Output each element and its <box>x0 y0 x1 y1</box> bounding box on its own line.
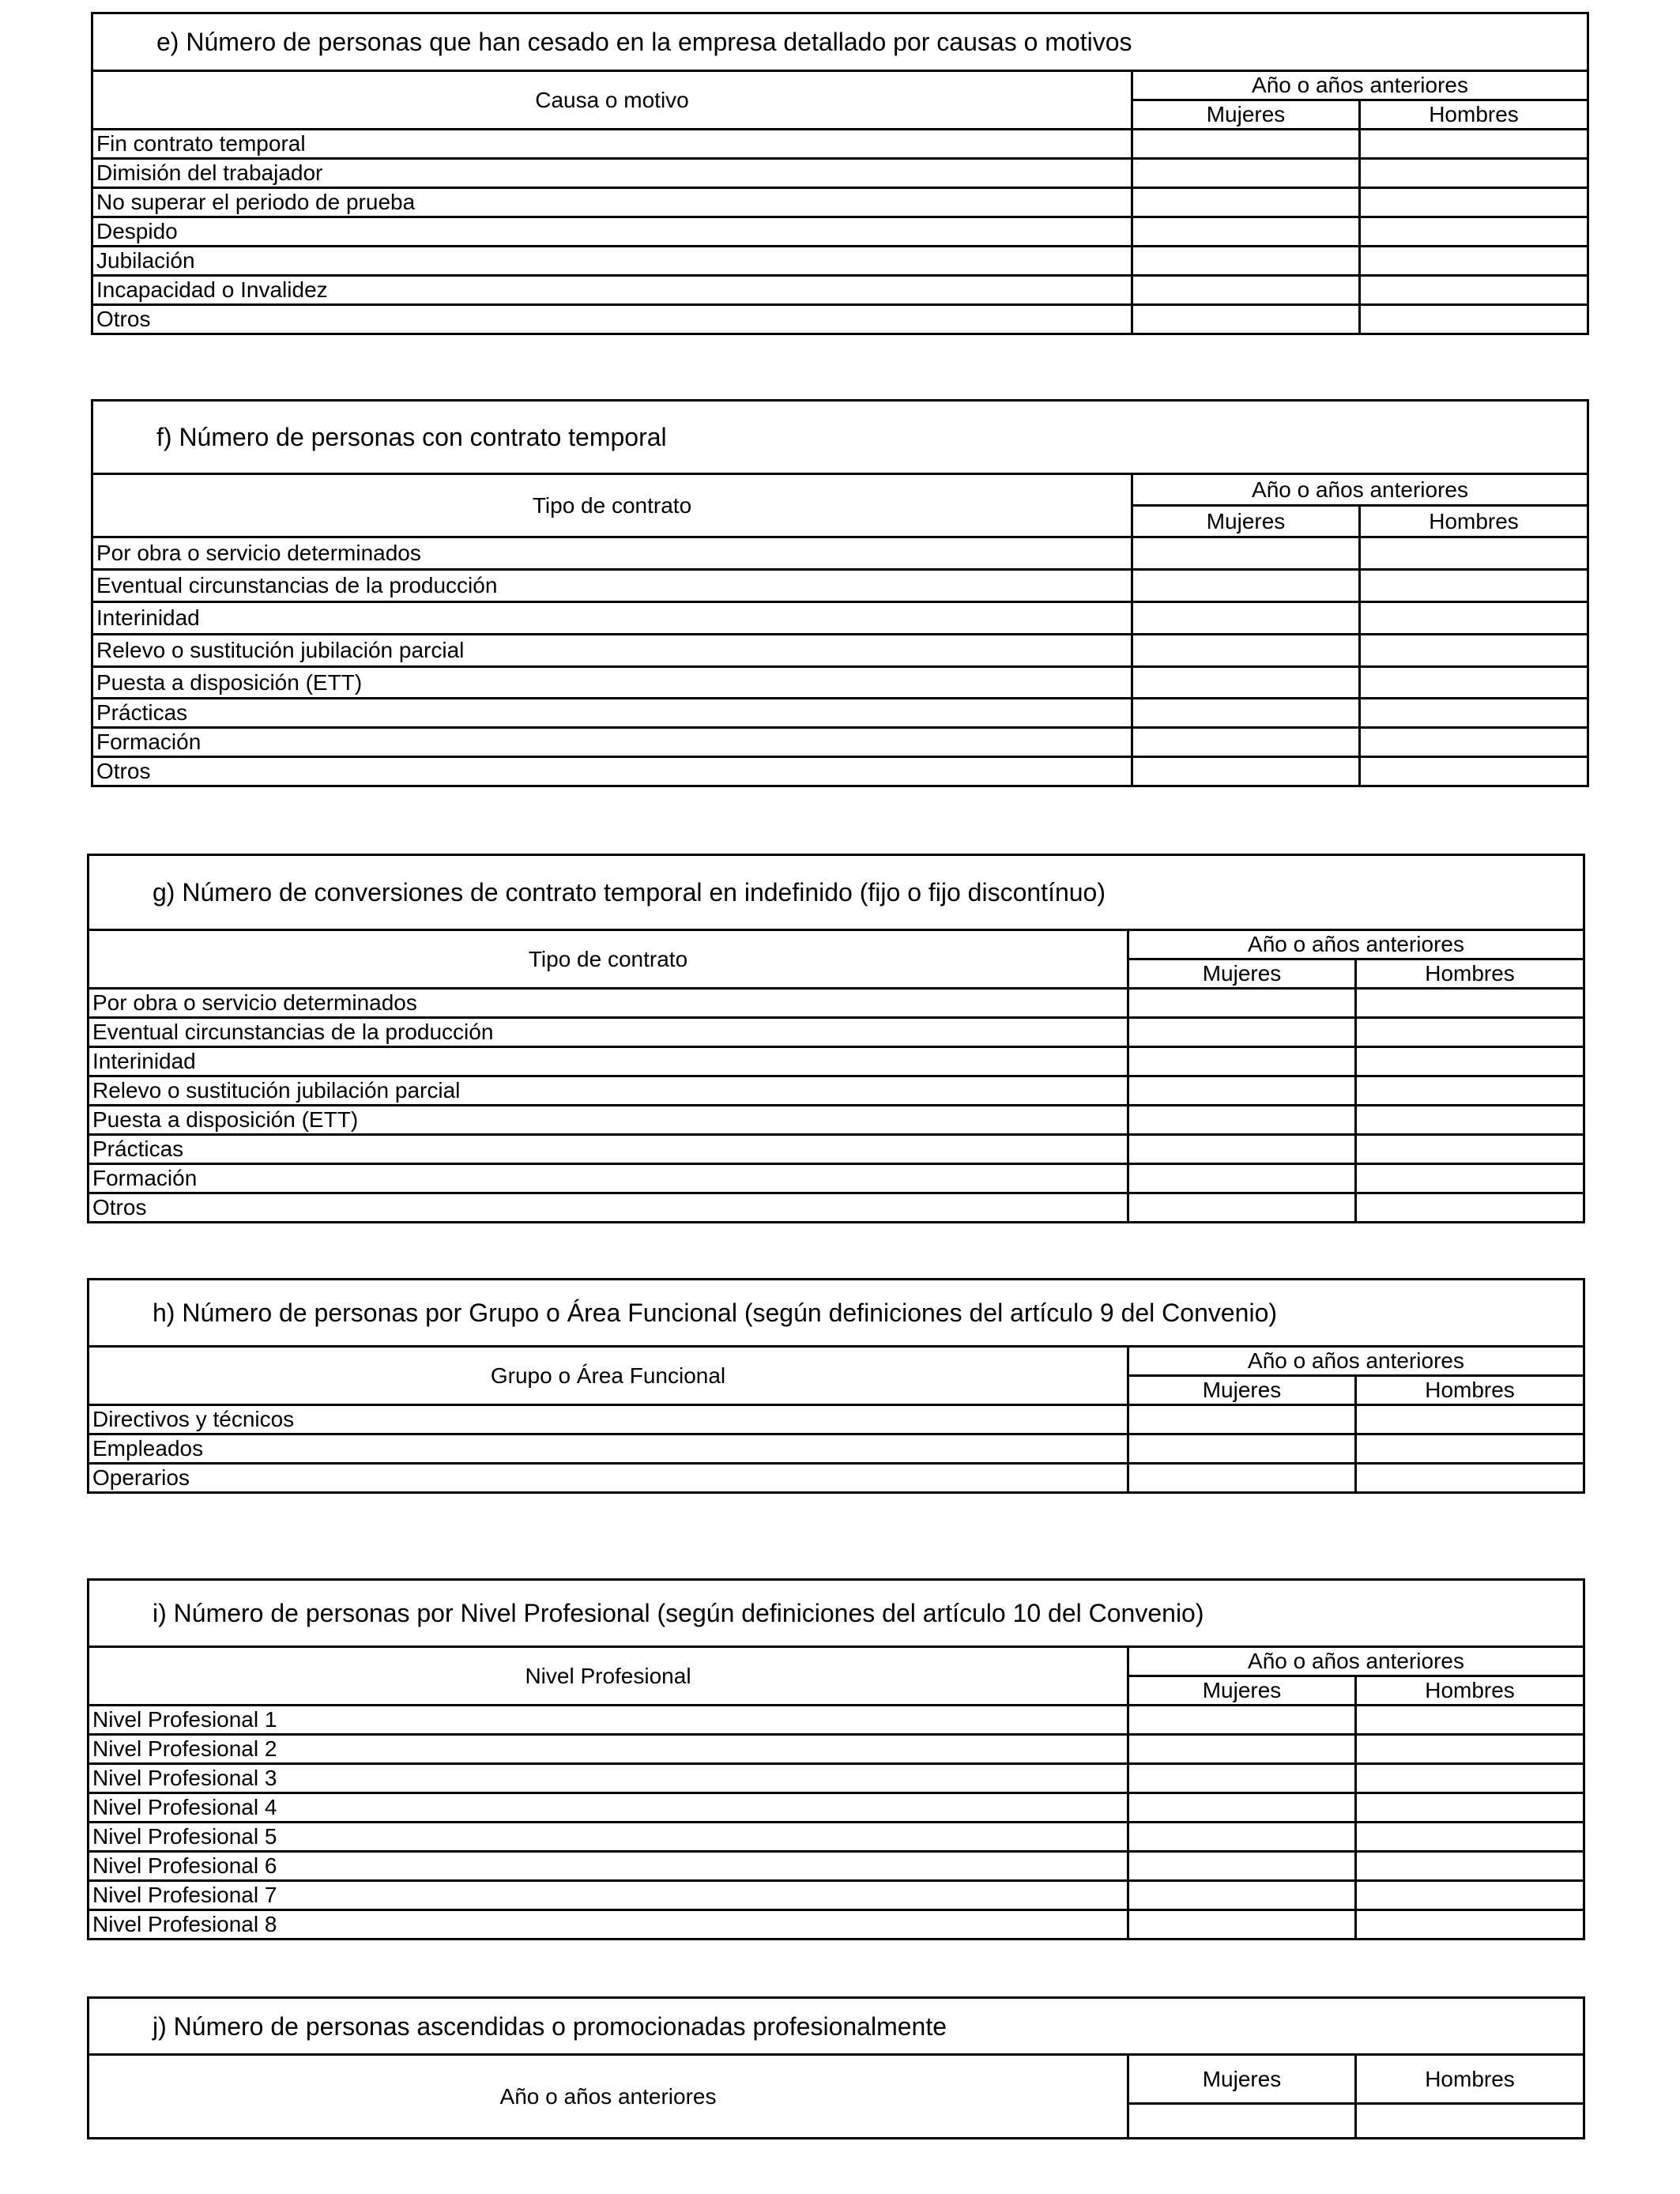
cell-men[interactable] <box>1360 602 1588 635</box>
cell-women[interactable] <box>1132 667 1360 699</box>
cell-women[interactable] <box>1132 247 1360 276</box>
cell-women[interactable] <box>1128 1793 1356 1823</box>
row-label: Empleados <box>89 1434 1128 1464</box>
table-section-i <box>87 1578 1585 1940</box>
cell-women[interactable] <box>1128 1193 1356 1223</box>
cell-women[interactable] <box>1132 130 1360 159</box>
row-label: Por obra o servicio determinados <box>89 989 1128 1018</box>
row-header: Tipo de contrato <box>92 474 1132 537</box>
row-label: Formación <box>89 1164 1128 1193</box>
row-label: Incapacidad o Invalidez <box>92 276 1132 305</box>
cell-men[interactable] <box>1360 276 1588 305</box>
cell-women[interactable] <box>1128 1706 1356 1735</box>
cell-women[interactable] <box>1128 1823 1356 1852</box>
group-header: Año o años anteriores <box>1128 1647 1584 1676</box>
cell-men[interactable] <box>1356 1018 1584 1047</box>
row-label: Nivel Profesional 7 <box>89 1881 1128 1910</box>
row-label: Relevo o sustitución jubilación parcial <box>92 635 1132 667</box>
cell-women[interactable] <box>1128 1106 1356 1135</box>
col-header-women: Mujeres <box>1128 959 1356 989</box>
cell-men[interactable] <box>1360 159 1588 188</box>
table-section-h <box>87 1278 1585 1494</box>
section-title: f) Número de personas con contrato temporal <box>92 401 1588 474</box>
cell-women[interactable] <box>1132 159 1360 188</box>
group-header: Año o años anteriores <box>1132 474 1588 506</box>
cell-women[interactable] <box>1128 1852 1356 1881</box>
table-section-j <box>87 1996 1585 2139</box>
section-title: h) Número de personas por Grupo o Área Funcional (según definiciones del artículo 9 del Convenio) <box>89 1280 1584 1347</box>
row-header: Causa o motivo <box>92 71 1132 130</box>
row-label: Prácticas <box>92 699 1132 728</box>
section-title: j) Número de personas ascendidas o promocionadas profesionalmente <box>89 1998 1584 2055</box>
cell-women[interactable] <box>1132 537 1360 570</box>
table-section-f <box>91 399 1589 787</box>
group-header: Año o años anteriores <box>1128 930 1584 959</box>
cell-men[interactable] <box>1356 1434 1584 1464</box>
cell-men[interactable] <box>1360 217 1588 247</box>
cell-women[interactable] <box>1132 699 1360 728</box>
cell-men[interactable] <box>1360 757 1588 786</box>
group-header: Año o años anteriores <box>1128 1347 1584 1376</box>
col-header-women: Mujeres <box>1132 100 1360 130</box>
col-header-men: Hombres <box>1360 100 1588 130</box>
cell-men[interactable] <box>1356 1164 1584 1193</box>
cell-women[interactable] <box>1128 989 1356 1018</box>
row-header: Tipo de contrato <box>89 930 1128 989</box>
row-label: Fin contrato temporal <box>92 130 1132 159</box>
row-label: Otros <box>92 757 1132 786</box>
cell-men[interactable] <box>1360 667 1588 699</box>
row-label: Relevo o sustitución jubilación parcial <box>89 1076 1128 1106</box>
cell-women[interactable] <box>1128 1135 1356 1164</box>
row-label: Directivos y técnicos <box>89 1405 1128 1434</box>
row-label: Nivel Profesional 4 <box>89 1793 1128 1823</box>
cell-men[interactable] <box>1356 1793 1584 1823</box>
row-label: Nivel Profesional 1 <box>89 1706 1128 1735</box>
cell-men[interactable] <box>1356 1405 1584 1434</box>
row-label: Otros <box>92 305 1132 334</box>
cell-women[interactable] <box>1132 188 1360 217</box>
cell-men[interactable] <box>1356 1193 1584 1223</box>
col-header-women: Mujeres <box>1132 506 1360 537</box>
col-header-men: Hombres <box>1356 2055 1584 2104</box>
row-header: Grupo o Área Funcional <box>89 1347 1128 1405</box>
row-label: Nivel Profesional 2 <box>89 1735 1128 1764</box>
cell-women[interactable] <box>1128 1164 1356 1193</box>
cell-men[interactable] <box>1356 1852 1584 1881</box>
cell-women[interactable] <box>1132 728 1360 757</box>
cell-women[interactable] <box>1128 1764 1356 1793</box>
row-label: Prácticas <box>89 1135 1128 1164</box>
cell-men[interactable] <box>1360 699 1588 728</box>
section-title: g) Número de conversiones de contrato temporal en indefinido (fijo o fijo discontínuo) <box>89 855 1584 930</box>
cell-men[interactable] <box>1356 1106 1584 1135</box>
cell-women[interactable] <box>1128 1047 1356 1076</box>
row-label: Interinidad <box>92 602 1132 635</box>
cell-men[interactable] <box>1360 247 1588 276</box>
cell-men[interactable] <box>1356 1764 1584 1793</box>
row-label: Jubilación <box>92 247 1132 276</box>
section-title: e) Número de personas que han cesado en la empresa detallado por causas o motivos <box>92 13 1588 71</box>
cell-men[interactable] <box>1360 537 1588 570</box>
cell-men[interactable] <box>1356 1464 1584 1493</box>
cell-women[interactable] <box>1132 757 1360 786</box>
row-header: Año o años anteriores <box>89 2055 1128 2139</box>
table-section-g <box>87 854 1585 1223</box>
cell-women[interactable] <box>1128 2104 1356 2139</box>
row-label: Nivel Profesional 6 <box>89 1852 1128 1881</box>
cell-women[interactable] <box>1132 635 1360 667</box>
cell-women[interactable] <box>1128 1405 1356 1434</box>
col-header-women: Mujeres <box>1128 1376 1356 1405</box>
col-header-men: Hombres <box>1356 959 1584 989</box>
row-label: Formación <box>92 728 1132 757</box>
cell-women[interactable] <box>1132 276 1360 305</box>
row-label: Nivel Profesional 5 <box>89 1823 1128 1852</box>
cell-men[interactable] <box>1360 635 1588 667</box>
cell-women[interactable] <box>1128 1735 1356 1764</box>
row-label: Interinidad <box>89 1047 1128 1076</box>
cell-women[interactable] <box>1132 570 1360 602</box>
cell-men[interactable] <box>1356 1910 1584 1940</box>
cell-men[interactable] <box>1360 570 1588 602</box>
cell-women[interactable] <box>1128 1434 1356 1464</box>
cell-men[interactable] <box>1356 1881 1584 1910</box>
cell-women[interactable] <box>1128 1076 1356 1106</box>
cell-women[interactable] <box>1132 217 1360 247</box>
cell-men[interactable] <box>1356 1047 1584 1076</box>
cell-women[interactable] <box>1128 1464 1356 1493</box>
cell-men[interactable] <box>1360 728 1588 757</box>
group-header: Año o años anteriores <box>1132 71 1588 100</box>
section-title: i) Número de personas por Nivel Profesional (según definiciones del artículo 10 del Convenio) <box>89 1580 1584 1647</box>
row-label: Operarios <box>89 1464 1128 1493</box>
col-header-men: Hombres <box>1356 1376 1584 1405</box>
cell-men[interactable] <box>1356 1735 1584 1764</box>
row-label: Puesta a disposición (ETT) <box>89 1106 1128 1135</box>
cell-women[interactable] <box>1132 602 1360 635</box>
col-header-women: Mujeres <box>1128 1676 1356 1706</box>
col-header-men: Hombres <box>1356 1676 1584 1706</box>
cell-women[interactable] <box>1128 1018 1356 1047</box>
row-label: No superar el periodo de prueba <box>92 188 1132 217</box>
cell-men[interactable] <box>1356 1706 1584 1735</box>
cell-men[interactable] <box>1360 188 1588 217</box>
row-label: Dimisión del trabajador <box>92 159 1132 188</box>
row-label: Otros <box>89 1193 1128 1223</box>
row-label: Eventual circunstancias de la producción <box>89 1018 1128 1047</box>
cell-women[interactable] <box>1132 305 1360 334</box>
col-header-men: Hombres <box>1360 506 1588 537</box>
col-header-women: Mujeres <box>1128 2055 1356 2104</box>
row-label: Nivel Profesional 3 <box>89 1764 1128 1793</box>
cell-men[interactable] <box>1360 305 1588 334</box>
cell-men[interactable] <box>1356 2104 1584 2139</box>
table-section-e <box>91 12 1589 335</box>
row-label: Por obra o servicio determinados <box>92 537 1132 570</box>
row-label: Despido <box>92 217 1132 247</box>
cell-women[interactable] <box>1128 1910 1356 1940</box>
row-label: Puesta a disposición (ETT) <box>92 667 1132 699</box>
cell-men[interactable] <box>1356 1076 1584 1106</box>
cell-men[interactable] <box>1356 1135 1584 1164</box>
row-header: Nivel Profesional <box>89 1647 1128 1706</box>
cell-men[interactable] <box>1356 989 1584 1018</box>
row-label: Nivel Profesional 8 <box>89 1910 1128 1940</box>
cell-women[interactable] <box>1128 1881 1356 1910</box>
row-label: Eventual circunstancias de la producción <box>92 570 1132 602</box>
cell-men[interactable] <box>1356 1823 1584 1852</box>
cell-men[interactable] <box>1360 130 1588 159</box>
